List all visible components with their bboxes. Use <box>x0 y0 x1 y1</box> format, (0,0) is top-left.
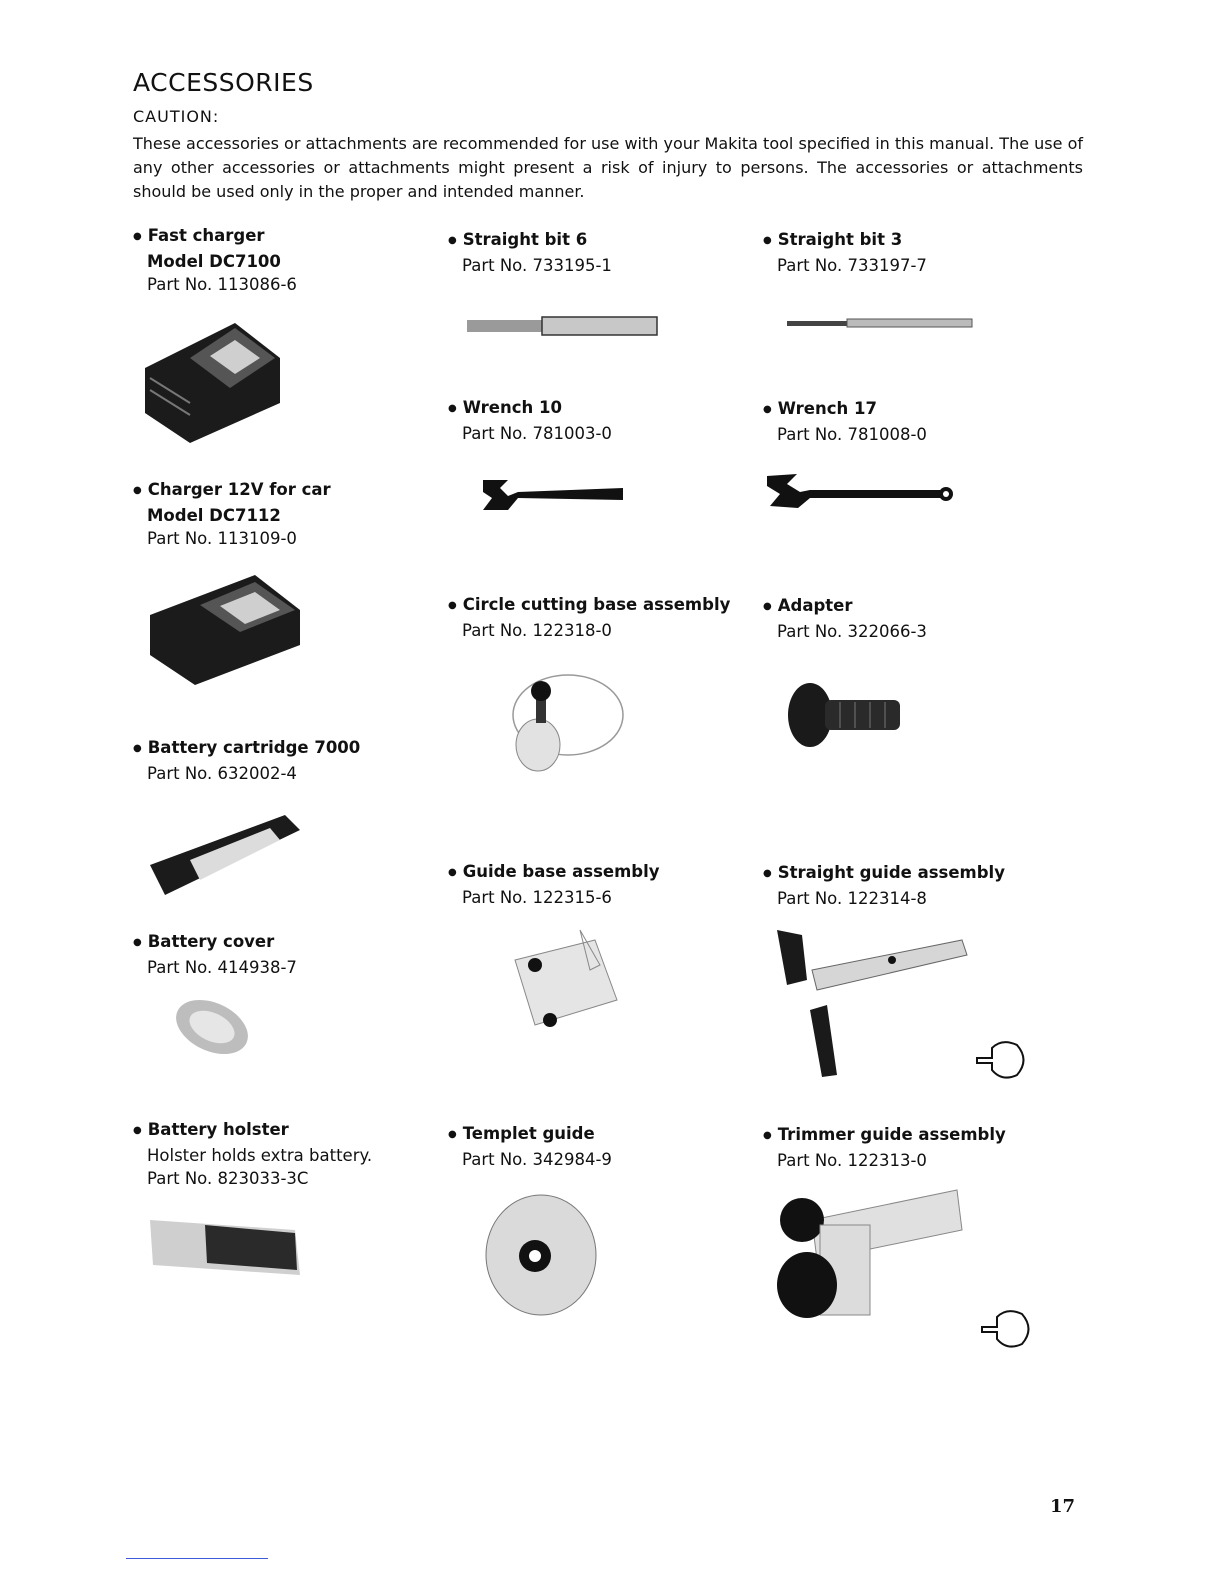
item-name: ● Straight bit 3 <box>763 228 927 254</box>
item-part: Part No. 781008-0 <box>777 425 927 444</box>
item-part: Part No. 122315-6 <box>462 888 612 907</box>
item-battery-cartridge <box>133 736 360 785</box>
item-description: Holster holds extra battery. <box>147 1146 373 1165</box>
item-part: Part No. 122318-0 <box>462 621 612 640</box>
fast-charger-image <box>140 318 290 446</box>
item-name: ● Fast charger <box>133 224 297 250</box>
item-name: ● Templet guide <box>448 1122 612 1148</box>
battery-holster-image <box>145 1215 305 1280</box>
item-name: ● Straight bit 6 <box>448 228 612 254</box>
caution-heading: CAUTION: <box>133 107 220 126</box>
item-name: ● Battery cover <box>133 930 297 956</box>
item-part: Part No. 414938-7 <box>147 958 297 977</box>
straight-bit-3-image <box>785 315 975 331</box>
page-title: ACCESSORIES <box>133 68 314 97</box>
intro-paragraph: These accessories or attachments are recommended for use with your Makita tool specified in this manual. The use of any other accessories or attachments might present a risk of injury to persons. The accessories or attachments should be used only in the proper and intended manner. <box>133 134 1083 201</box>
car-charger-image <box>145 570 305 690</box>
item-name: ● Charger 12V for car <box>133 478 331 504</box>
wrench-17-image <box>762 470 957 512</box>
straight-bit-6-image <box>465 312 660 338</box>
item-name: ● Straight guide assembly <box>763 861 1005 887</box>
item-battery-holster <box>133 1118 372 1190</box>
item-templet-guide <box>448 1122 612 1171</box>
item-part: Part No. 342984-9 <box>462 1150 612 1169</box>
item-wrench-10 <box>448 396 612 445</box>
battery-cover-image <box>170 995 255 1060</box>
wrench-10-image <box>478 476 628 514</box>
item-trimmer-guide <box>763 1123 1006 1172</box>
guide-base-image <box>505 925 620 1040</box>
trimmer-guide-image <box>772 1185 1042 1350</box>
item-name: ● Wrench 17 <box>763 397 927 423</box>
item-name: ● Circle cutting base assembly <box>448 593 730 619</box>
item-part: Part No. 733195-1 <box>462 256 612 275</box>
item-name: ● Adapter <box>763 594 927 620</box>
item-part: Part No. 781003-0 <box>462 424 612 443</box>
item-part: Part No. 113086-6 <box>147 275 297 294</box>
item-wrench-17 <box>763 397 927 446</box>
item-name: ● Battery cartridge 7000 <box>133 736 360 762</box>
item-battery-cover <box>133 930 297 979</box>
item-model: Model DC7112 <box>147 506 281 525</box>
item-part: Part No. 322066-3 <box>777 622 927 641</box>
item-fast-charger <box>133 224 297 296</box>
item-name: ● Battery holster <box>133 1118 372 1144</box>
footer-rule <box>126 1558 268 1559</box>
page-number: 17 <box>1050 1496 1076 1517</box>
item-part: Part No. 113109-0 <box>147 529 297 548</box>
item-part: Part No. 733197-7 <box>777 256 927 275</box>
circle-cutting-base-image <box>478 665 633 775</box>
item-charger-car <box>133 478 331 550</box>
item-straight-guide <box>763 861 1005 910</box>
item-part: Part No. 122314-8 <box>777 889 927 908</box>
item-adapter <box>763 594 927 643</box>
item-straight-bit-3 <box>763 228 927 277</box>
item-part: Part No. 823033-3C <box>147 1169 309 1188</box>
item-straight-bit-6 <box>448 228 612 277</box>
battery-cartridge-image <box>145 810 305 900</box>
item-circle-cutting-base <box>448 593 730 642</box>
item-model: Model DC7100 <box>147 252 281 271</box>
item-name: ● Trimmer guide assembly <box>763 1123 1006 1149</box>
item-part: Part No. 122313-0 <box>777 1151 927 1170</box>
straight-guide-image <box>772 925 1037 1085</box>
item-name: ● Guide base assembly <box>448 860 660 886</box>
templet-guide-image <box>483 1190 603 1320</box>
item-part: Part No. 632002-4 <box>147 764 297 783</box>
adapter-image <box>785 680 905 750</box>
item-name: ● Wrench 10 <box>448 396 612 422</box>
item-guide-base <box>448 860 660 909</box>
